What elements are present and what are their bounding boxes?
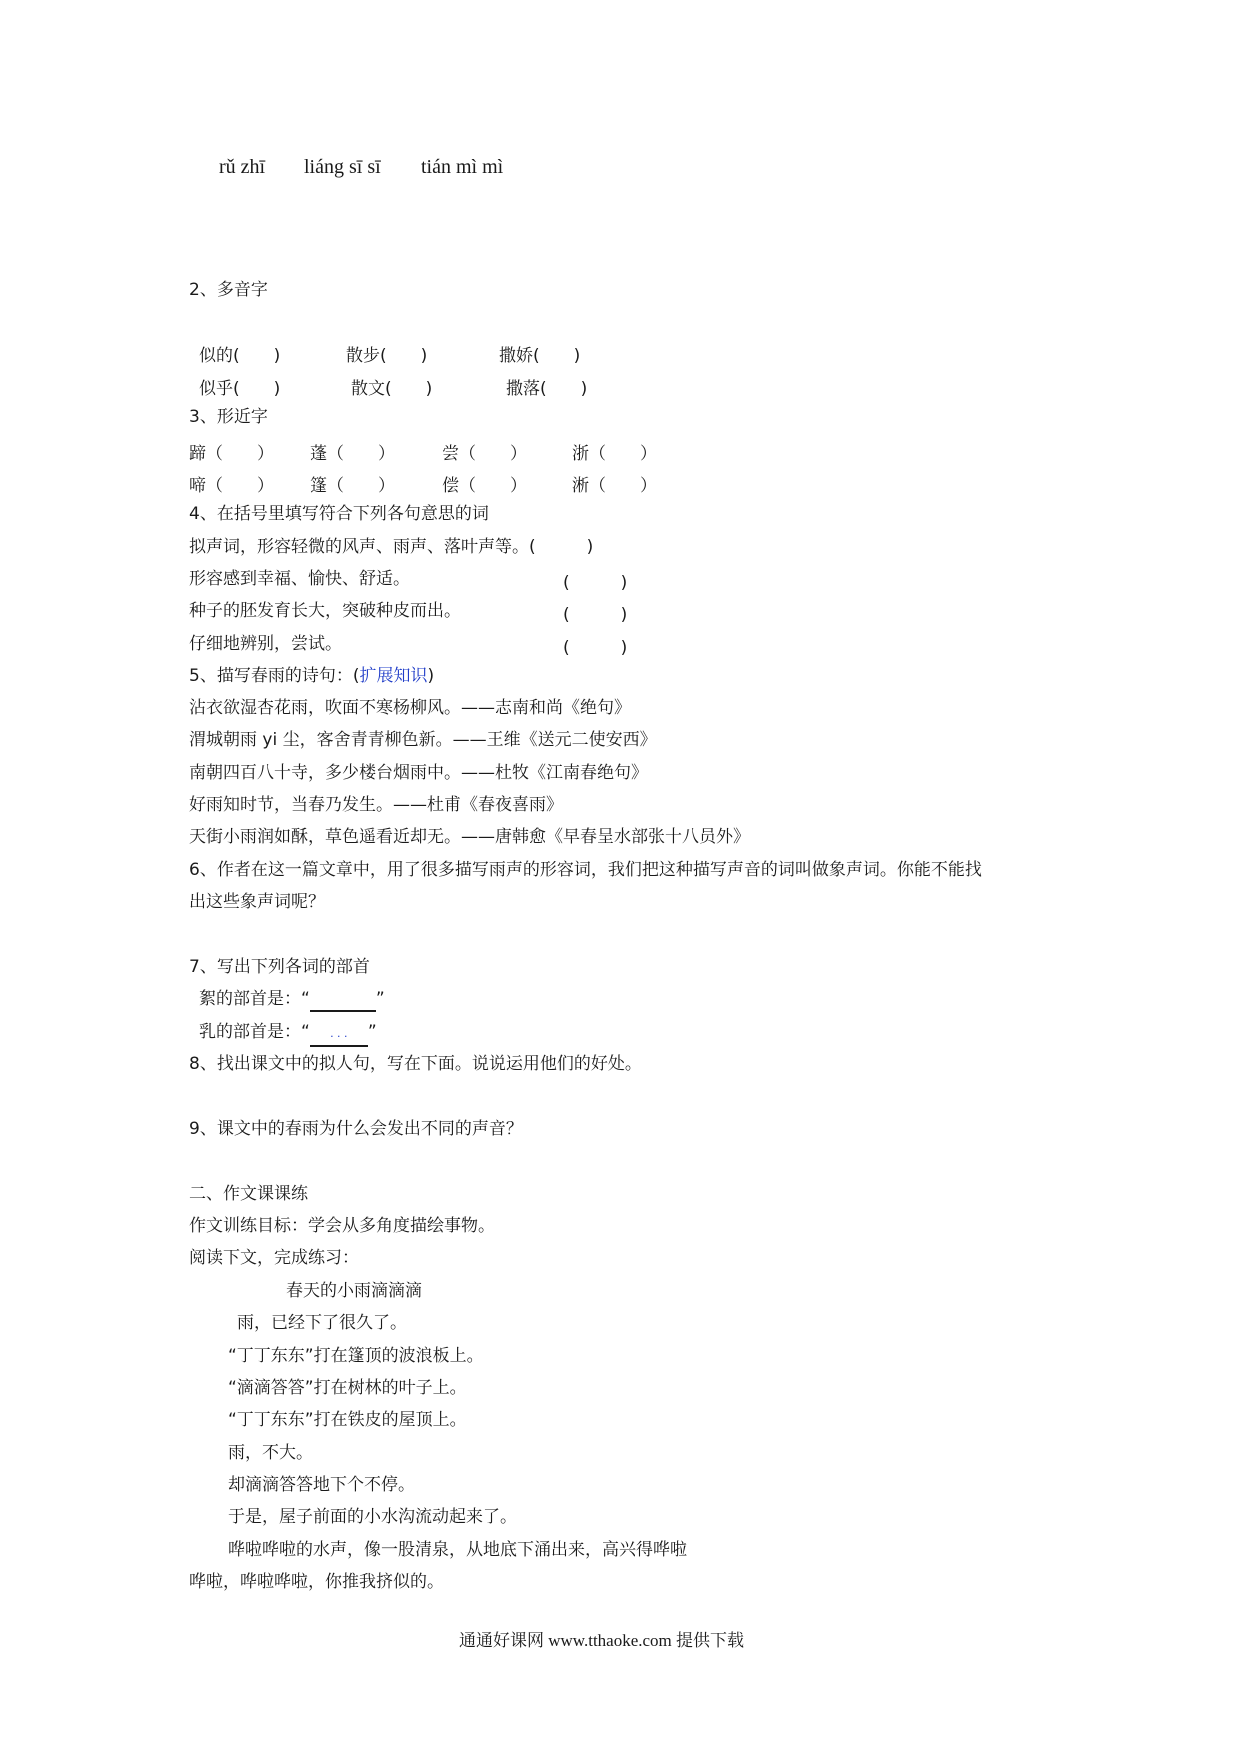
extend-knowledge-link[interactable]: 扩展知识 xyxy=(359,666,428,686)
q3-item: 蓬（ ） xyxy=(310,444,395,464)
poem-line: 好雨知时节，当春乃发生。——杜甫《春夜喜雨》 xyxy=(189,795,563,815)
q5-title xyxy=(189,665,434,687)
q4-item: 形容感到幸福、愉快、舒适。 xyxy=(189,569,410,589)
q2-item: 似乎( ) xyxy=(199,379,281,399)
q7-item-1 xyxy=(199,988,385,1012)
q4-title: 4、在括号里填写符合下列各句意思的词 xyxy=(189,504,489,524)
q6-line-2: 出这些象声词呢？ xyxy=(189,892,325,912)
essay-paragraph: 哗啦哗啦的水声，像一股清泉，从地底下涌出来，高兴得哗啦 xyxy=(228,1540,687,1560)
q5-title-text: 5、描写春雨的诗句：( xyxy=(189,666,360,686)
q4-item: 仔细地辨别，尝试。 xyxy=(189,634,342,654)
q3-item: 蹄（ ） xyxy=(189,444,274,464)
poem-line: 渭城朝雨 yi 尘，客舍青青柳色新。——王维《送元二使安西》 xyxy=(189,730,657,750)
q7-title: 7、写出下列各词的部首 xyxy=(189,957,370,977)
q3-item: 淅（ ） xyxy=(572,476,657,496)
q2-item: 撒娇( ) xyxy=(499,346,581,366)
poem-line: 天街小雨润如酥，草色遥看近却无。——唐韩愈《早春呈水部张十八员外》 xyxy=(189,827,750,847)
q2-item: 似的( ) xyxy=(199,346,281,366)
q3-item: 尝（ ） xyxy=(442,444,527,464)
essay-paragraph: 哗啦，哗啦哗啦，你推我挤似的。 xyxy=(189,1572,444,1592)
q4-item: 拟声词，形容轻微的风声、雨声、落叶声等。( ) xyxy=(189,537,594,557)
part2-instruction: 阅读下文，完成练习： xyxy=(189,1248,359,1268)
poem-line: 南朝四百八十寺，多少楼台烟雨中。——杜牧《江南春绝句》 xyxy=(189,763,648,783)
page-footer: 通通好课网 www.tthaoke.com 提供下载 xyxy=(459,1631,745,1650)
q7-item-2-text: 乳的部首是：“ xyxy=(199,1022,310,1042)
essay-paragraph: “丁丁东东”打在铁皮的屋顶上。 xyxy=(228,1410,467,1430)
essay-paragraph: “滴滴答答”打在树林的叶子上。 xyxy=(228,1378,467,1398)
essay-paragraph: 却滴滴答答地下个不停。 xyxy=(228,1475,415,1495)
q4-item: 种子的胚发育长大，突破种皮而出。 xyxy=(189,601,461,621)
q6-line-1: 6、作者在这一篇文章中，用了很多描写雨声的形容词，我们把这种描写声音的词叫做象声词。你能不能找 xyxy=(189,860,982,880)
q2-title: 2、多音字 xyxy=(189,280,268,300)
q7-close-quote: ” xyxy=(375,989,385,1009)
radical-blank-2[interactable]: . . . xyxy=(310,1023,368,1047)
q8: 8、找出课文中的拟人句，写在下面。说说运用他们的好处。 xyxy=(189,1054,642,1074)
essay-paragraph: 雨，已经下了很久了。 xyxy=(237,1313,407,1333)
part2-goal: 作文训练目标：学会从多角度描绘事物。 xyxy=(189,1216,495,1236)
part2-title: 二、作文课课练 xyxy=(189,1184,308,1204)
q3-item: 浙（ ） xyxy=(572,444,657,464)
q3-item: 篷（ ） xyxy=(310,476,395,496)
q2-item: 散步( ) xyxy=(346,346,428,366)
pinyin-3: tián mì mì xyxy=(421,156,504,178)
q3-title: 3、形近字 xyxy=(189,407,268,427)
q4-answer-paren: ( ) xyxy=(563,638,628,658)
q4-answer-paren: ( ) xyxy=(563,573,628,593)
radical-blank-1[interactable] xyxy=(310,988,376,1012)
essay-paragraph: 于是，屋子前面的小水沟流动起来了。 xyxy=(228,1507,517,1527)
pinyin-2: liáng sī sī xyxy=(304,156,381,178)
q9: 9、课文中的春雨为什么会发出不同的声音？ xyxy=(189,1119,523,1139)
essay-title: 春天的小雨滴滴滴 xyxy=(286,1281,422,1301)
pinyin-1: rǔ zhī xyxy=(219,156,266,178)
q5-title-close: ) xyxy=(427,666,435,686)
q7-close-quote: ” xyxy=(367,1022,377,1042)
q2-item: 撒落( ) xyxy=(506,379,588,399)
q3-item: 偿（ ） xyxy=(442,476,527,496)
q2-item: 散文( ) xyxy=(351,379,433,399)
essay-paragraph: “丁丁东东”打在篷顶的波浪板上。 xyxy=(228,1346,484,1366)
q3-item: 啼（ ） xyxy=(189,476,274,496)
poem-line: 沾衣欲湿杏花雨，吹面不寒杨柳风。——志南和尚《绝句》 xyxy=(189,698,631,718)
q7-item-2 xyxy=(199,1021,377,1047)
essay-paragraph: 雨，不大。 xyxy=(228,1443,313,1463)
q7-item-1-text: 絮的部首是：“ xyxy=(199,989,310,1009)
q4-answer-paren: ( ) xyxy=(563,605,628,625)
